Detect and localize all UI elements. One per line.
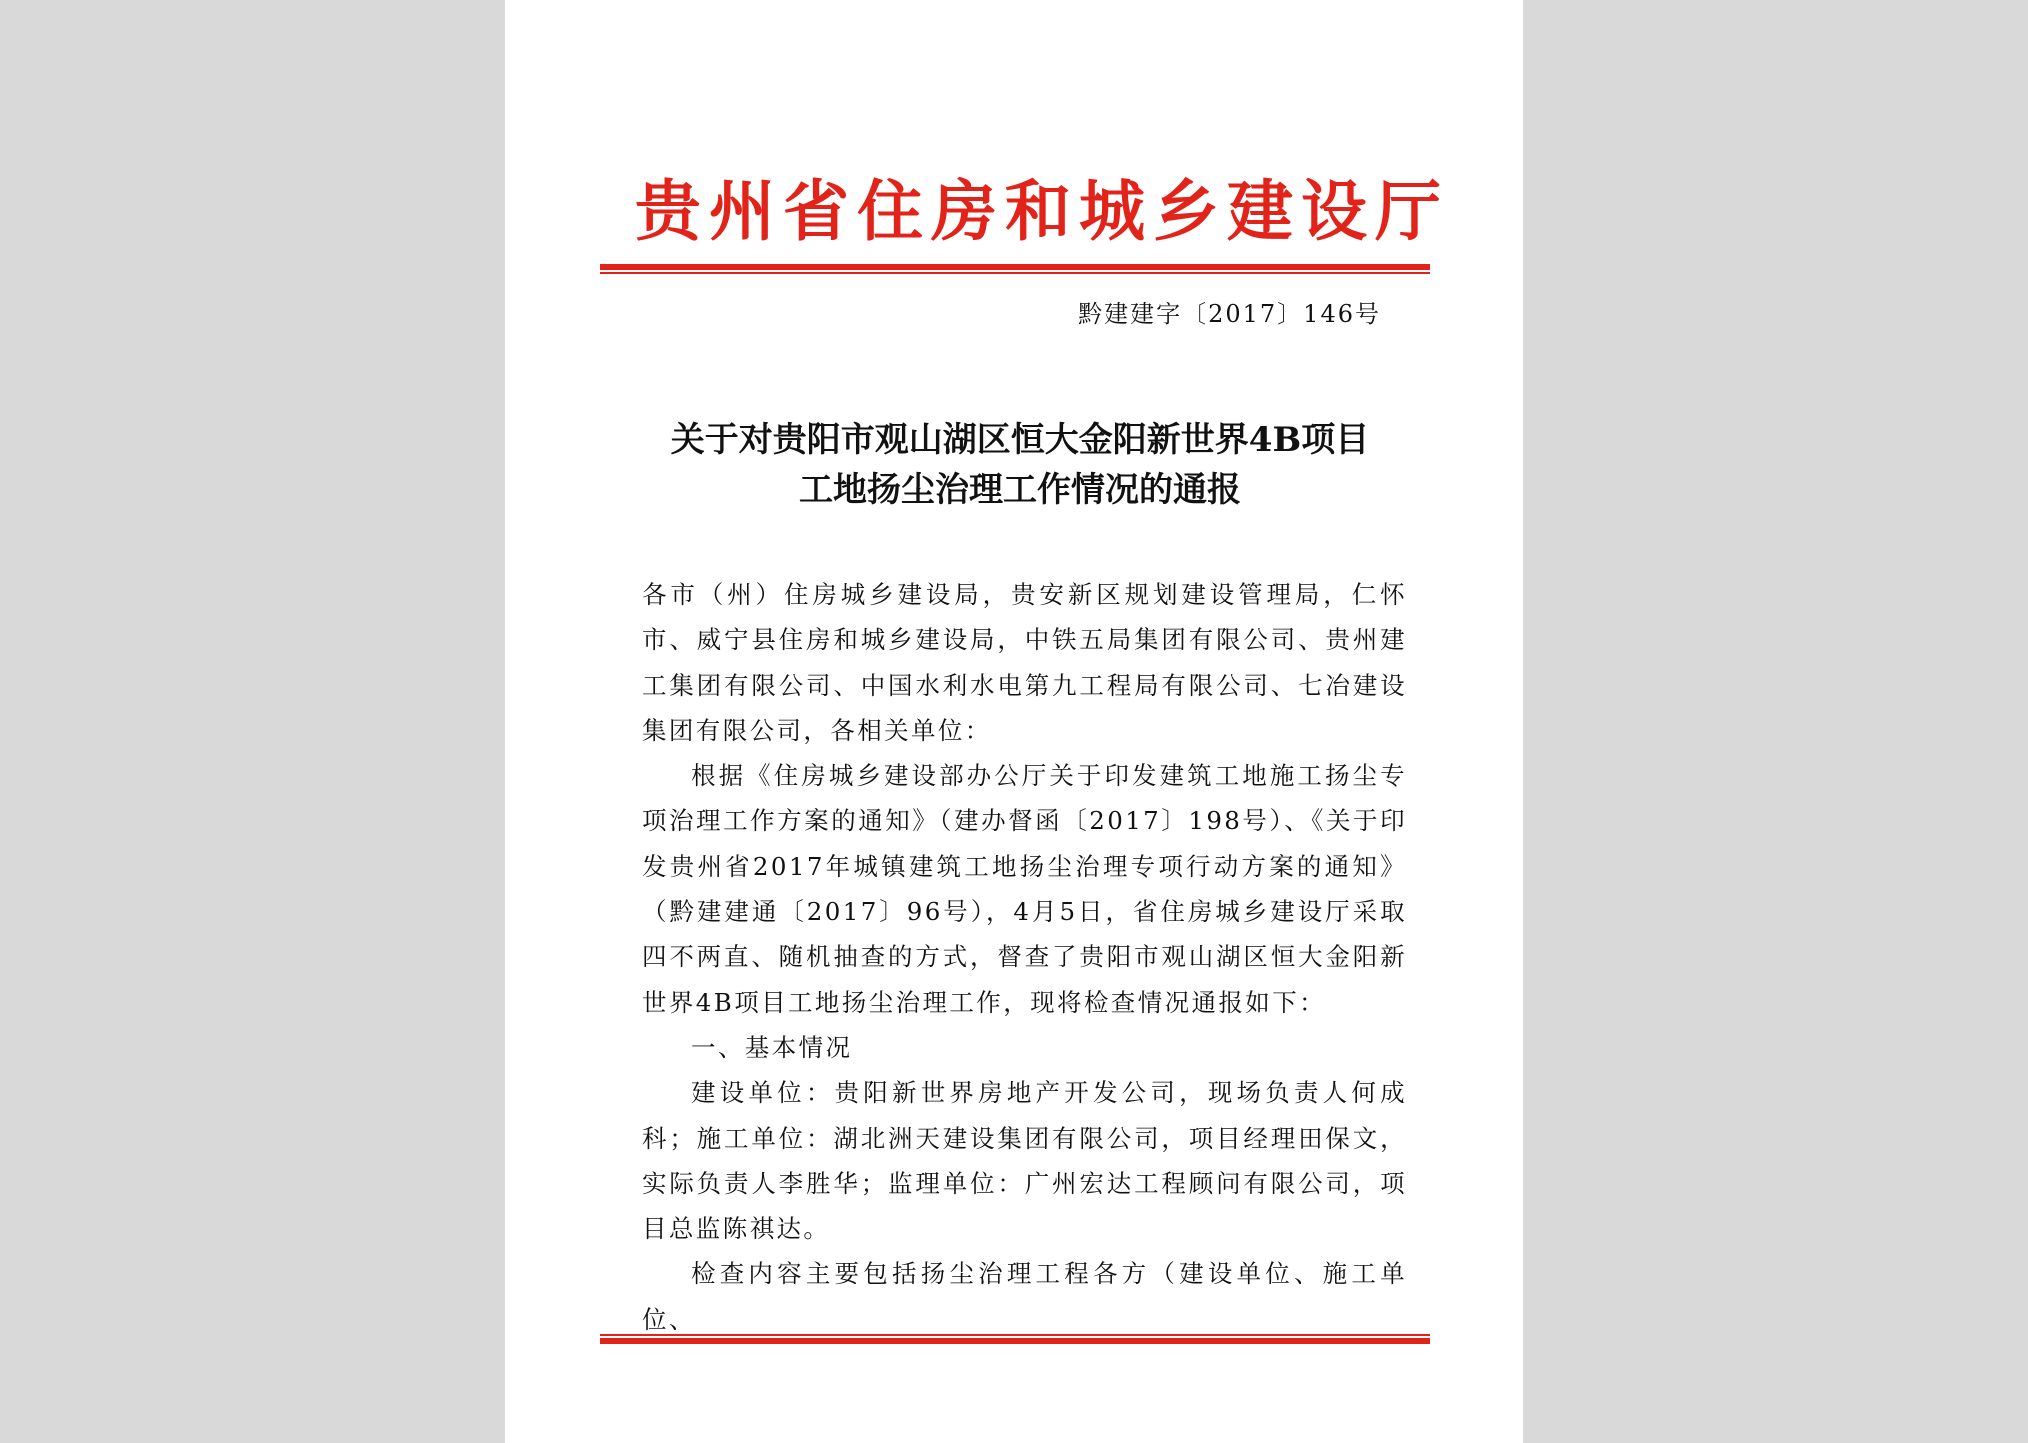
header-red-rule [600, 264, 1430, 270]
notice-title-line-1: 关于对贵阳市观山湖区恒大金阳新世界4B项目 [670, 420, 1370, 460]
body-paragraph-2: 建设单位：贵阳新世界房地产开发公司，现场负责人何成科；施工单位：湖北洲天建设集团有限公司，项目经理田保文，实际负责人李胜华；监理单位：广州宏达工程顾问有限公司，项目总监陈祺达。 [642, 1078, 1407, 1244]
footer-red-rule-thin [600, 1334, 1430, 1336]
notice-title [640, 415, 1400, 515]
section-heading-basic-info: 一、基本情况 [691, 1032, 853, 1062]
body-paragraph-1: 根据《住房城乡建设部办公厅关于印发建筑工地施工扬尘专项治理工作方案的通知》（建办督函〔2017〕198号）、《关于印发贵州省2017年城镇建筑工地扬尘治理专项行动方案的通知》（黔建建通〔2017〕96号），4月5日，省住房城乡建设厅采取四不两直、随机抽查的方式，督查了贵阳市观山湖区恒大金阳新世界4B项目工地扬尘治理工作，现将检查情况通报如下： [642, 761, 1407, 1017]
document-number: 黔建建字〔2017〕146号 [1078, 300, 1381, 328]
header-red-rule-thin [600, 272, 1430, 274]
body-paragraph-3: 检查内容主要包括扬尘治理工程各方（建设单位、施工单位、 [642, 1259, 1407, 1334]
issuer-title: 贵州省住房和城乡建设厅 [635, 172, 1449, 250]
document-body [642, 572, 1407, 1342]
addressees-paragraph: 各市（州）住房城乡建设局，贵安新区规划建设管理局，仁怀市、威宁县住房和城乡建设局，中铁五局集团有限公司、贵州建工集团有限公司、中国水利水电第九工程局有限公司、七冶建设集团有限公司，各相关单位： [642, 580, 1407, 745]
document-page [505, 0, 1523, 1443]
notice-title-line-2: 工地扬尘治理工作情况的通报 [799, 470, 1241, 510]
footer-red-rule [600, 1338, 1430, 1344]
